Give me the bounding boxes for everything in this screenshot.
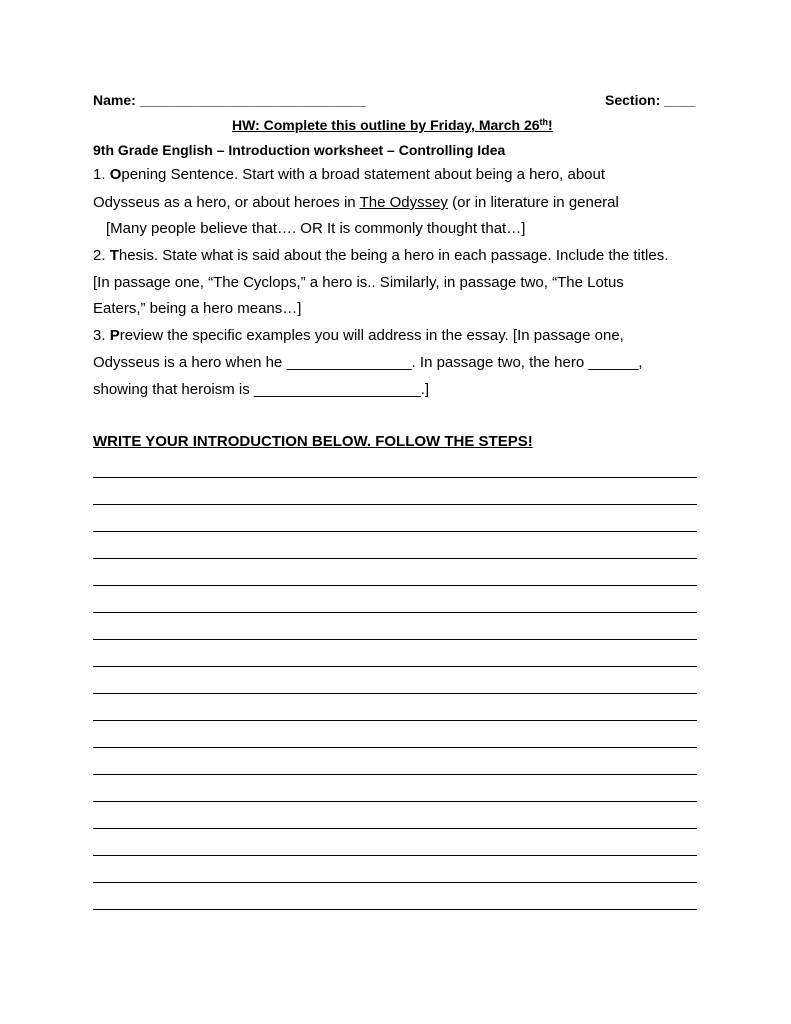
writing-line bbox=[93, 585, 697, 586]
writing-line bbox=[93, 774, 697, 775]
writing-line bbox=[93, 828, 697, 829]
writing-line bbox=[93, 504, 697, 505]
writing-line bbox=[93, 477, 697, 478]
writing-line bbox=[93, 693, 697, 694]
section-label: Section: bbox=[605, 92, 661, 108]
writing-line bbox=[93, 558, 697, 559]
writing-line bbox=[93, 612, 697, 613]
write-introduction-heading: WRITE YOUR INTRODUCTION BELOW. FOLLOW THE STEPS! bbox=[93, 433, 533, 450]
step-1-example: [Many people believe that…. OR It is commonly thought that…] bbox=[106, 220, 526, 237]
section-field bbox=[605, 92, 695, 108]
step-3-line-3: showing that heroism is ____________________.] bbox=[93, 381, 430, 398]
step-3-line-2: Odysseus is a hero when he _______________. In passage two, the hero ______, bbox=[93, 354, 643, 371]
writing-line bbox=[93, 909, 697, 910]
writing-line bbox=[93, 801, 697, 802]
writing-line bbox=[93, 666, 697, 667]
homework-instruction: HW: Complete this outline by Friday, March 26th! bbox=[232, 117, 553, 133]
writing-line bbox=[93, 720, 697, 721]
step-3-line-1: 3. Preview the specific examples you will address in the essay. [In passage one, bbox=[93, 327, 624, 344]
name-blank: _____________________________ bbox=[139, 92, 366, 108]
writing-line bbox=[93, 639, 697, 640]
name-field bbox=[93, 92, 366, 108]
name-label: Name: bbox=[93, 92, 136, 108]
worksheet-title: 9th Grade English – Introduction worksheet – Controlling Idea bbox=[93, 142, 506, 158]
section-blank: ____ bbox=[664, 92, 696, 108]
book-title: The Odyssey bbox=[359, 194, 448, 211]
writing-lines bbox=[93, 477, 697, 936]
step-1-line-2: Odysseus as a hero, or about heroes in The Odyssey (or in literature in general bbox=[93, 194, 619, 211]
step-1-line-1: 1. Opening Sentence. Start with a broad statement about being a hero, about bbox=[93, 166, 606, 183]
writing-line bbox=[93, 882, 697, 883]
writing-line bbox=[93, 855, 697, 856]
writing-line bbox=[93, 747, 697, 748]
step-2-line-2: [In passage one, “The Cyclops,” a hero is.. Similarly, in passage two, “The Lotus bbox=[93, 274, 624, 291]
writing-line bbox=[93, 531, 697, 532]
step-2-line-1: 2. Thesis. State what is said about the being a hero in each passage. Include the titles. bbox=[93, 247, 669, 264]
step-2-line-3: Eaters,” being a hero means…] bbox=[93, 300, 302, 317]
